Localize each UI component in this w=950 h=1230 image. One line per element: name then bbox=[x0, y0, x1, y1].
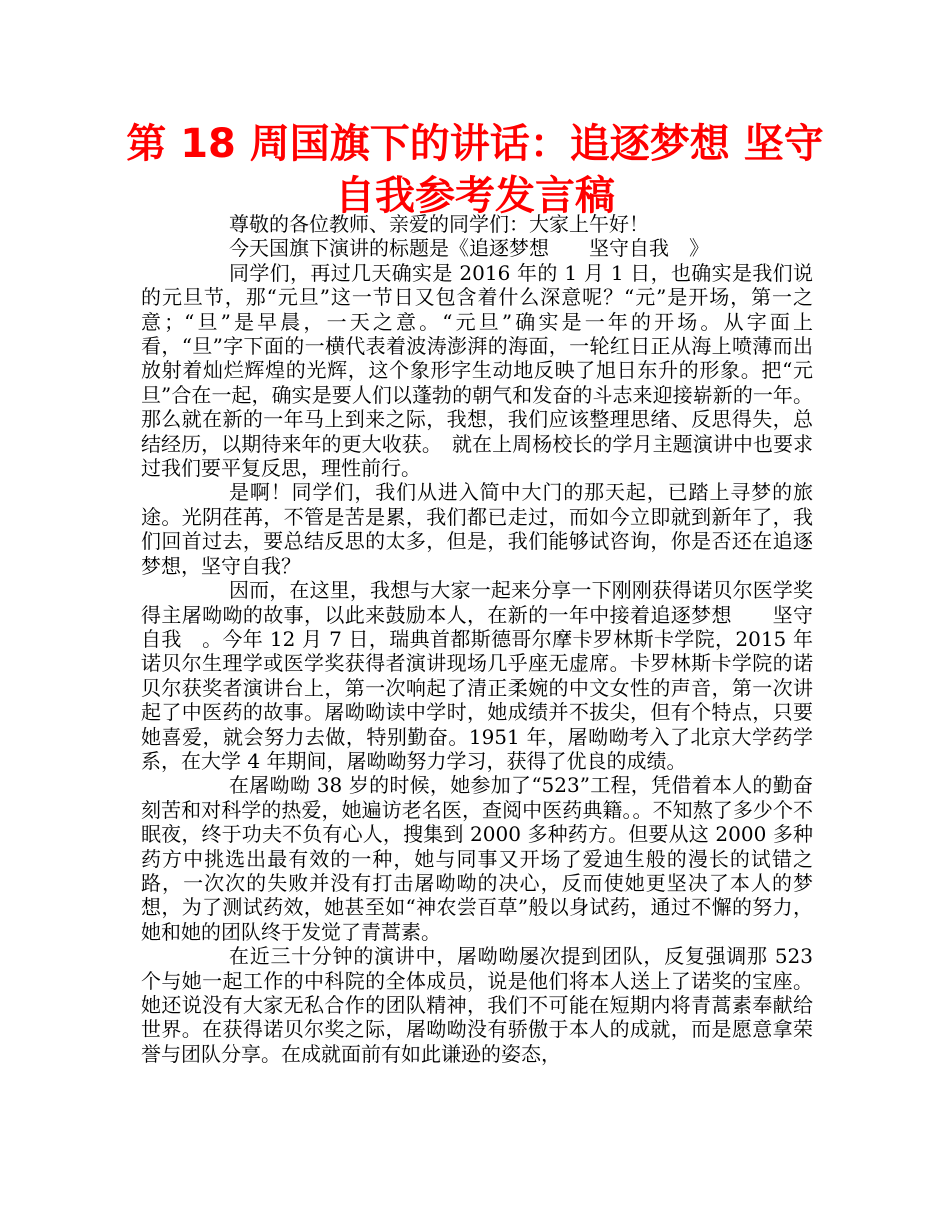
paragraph-project-523: 在屠呦呦 38 岁的时候，她参加了“523”工程，凭借着本人的勤奋刻苦和对科学的热爱，她遍访老名医，查阅中医药典籍。。不知熬了多少个不眠夜，终于功夫不负有心人，搜集到 2000 多种药方。但要从这 2000 多种药方中挑选出最有效的一种，她与同事又开场了爱迪生般的漫长的试错之路，一次次的失败并没有打击屠呦呦的决心，反而使她更坚决了本人的梦想，为了测试药效，她甚至如“神农尝百草”般以身试药，通过不懈的努力，她和她的团队终于发觉了青蒿素。 bbox=[141, 773, 813, 944]
paragraph-speech-title: 今天国旗下演讲的标题是《追逐梦想 坚守自我 》 bbox=[229, 236, 709, 261]
document-title: 第 18 周国旗下的讲话：追逐梦想 坚守自我参考发言稿 bbox=[126, 121, 824, 219]
paragraph-nobel-story: 因而，在这里，我想与大家一起来分享一下刚刚获得诺贝尔医学奖得主屠呦呦的故事，以此来鼓励本人，在新的一年中接着追逐梦想 坚守自我 。今年 12 月 7 日，瑞典首都斯德哥尔摩卡罗林斯卡学院，2015 年诺贝尔生理学或医学奖获得者演讲现场几乎座无虚席。卡罗林斯卡学院的诺贝尔获奖者演讲台上，第一次响起了清正柔婉的中文女性的声音，第一次讲起了中医药的故事。屠呦呦读中学时，她成绩并不拔尖，但有个特点，只要她喜爱，就会努力去做，特别勤奋。1951 年，屠呦呦考入了北京大学药学系，在大学 4 年期间，屠呦呦努力学习，获得了优良的成绩。 bbox=[141, 578, 813, 773]
paragraph-greeting: 尊敬的各位教师、亲爱的同学们：大家上午好！ bbox=[229, 212, 649, 236]
paragraph-journey: 是啊！同学们，我们从进入简中大门的那天起，已踏上寻梦的旅途。光阴荏苒，不管是苦是累，我们都已走过，而如今立即就到新年了，我们回首过去，要总结反思的太多，但是，我们能够试咨询，你是否还在追逐梦想，坚守自我？ bbox=[141, 480, 813, 578]
document-body bbox=[141, 212, 813, 1066]
paragraph-team: 在近三十分钟的演讲中，屠呦呦屡次提到团队，反复强调那 523 个与她一起工作的中科院的全体成员，说是他们将本人送上了诺奖的宝座。她还说没有大家无私合作的团队精神，我们不可能在短期内将青蒿素奉献给世界。在获得诺贝尔奖之际，屠呦呦没有骄傲于本人的成就，而是愿意拿荣誉与团队分享。在成就面前有如此谦逊的姿态， bbox=[141, 944, 813, 1066]
paragraph-new-year: 同学们，再过几天确实是 2016 年的 1 月 1 日，也确实是我们说的元旦节，那“元旦”这一节日又包含着什么深意呢？“元”是开场，第一之意；“旦”是早晨，一天之意。“元旦”确实是一年的开场。从字面上看，“旦”字下面的一横代表着波涛澎湃的海面，一轮红日正从海上喷薄而出放射着灿烂辉煌的光辉，这个象形字生动地反映了旭日东升的形象。把“元旦”合在一起，确实是要人们以蓬勃的朝气和发奋的斗志来迎接崭新的一年。那么就在新的一年马上到来之际，我想，我们应该整理思绪、反思得失，总结经历，以期待来年的更大收获。 就在上周杨校长的学月主题演讲中也要求过我们要平复反思，理性前行。 bbox=[141, 260, 813, 481]
